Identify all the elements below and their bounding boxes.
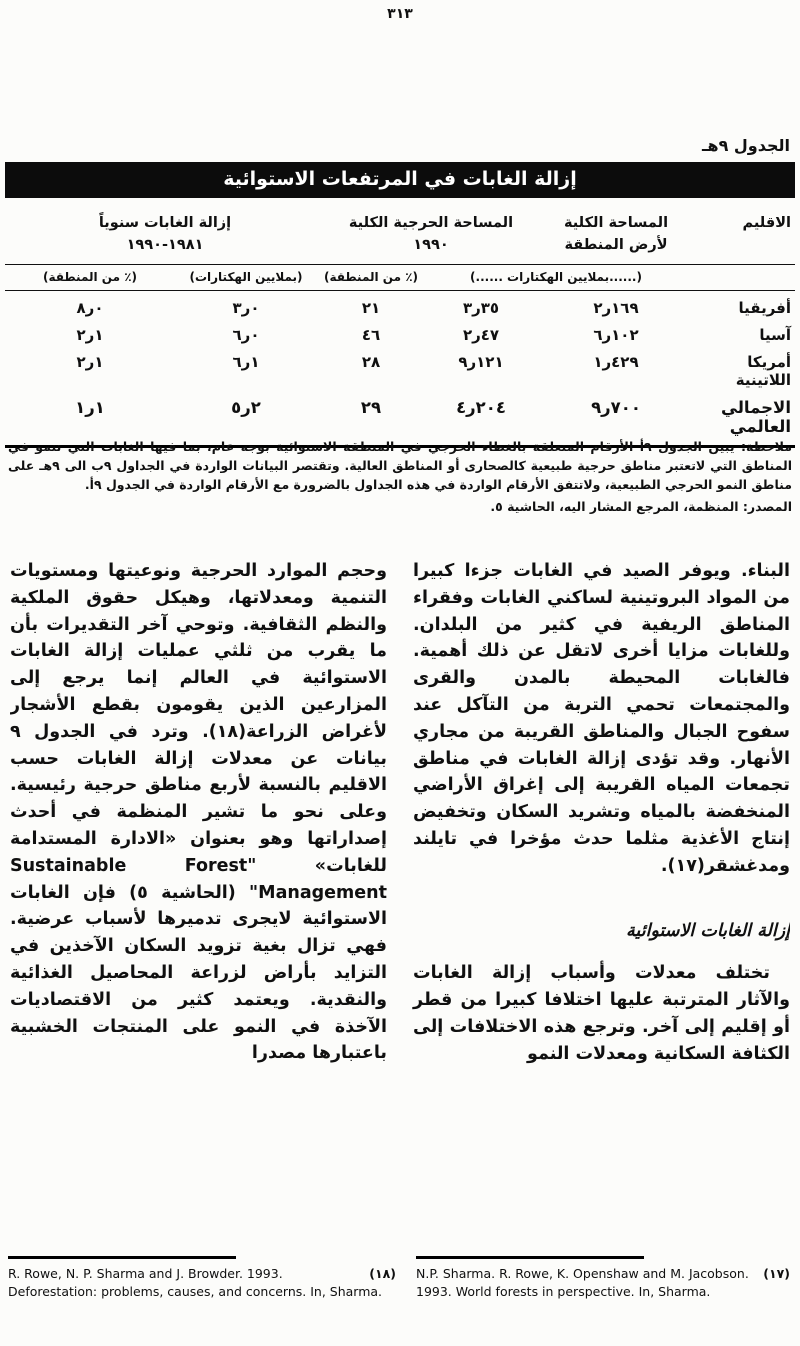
- body-paragraph: البناء. ويوفر الصيد في الغابات جزءا كبيرا من المواد البروتينية لساكني الغابات وفقراء المناطق الريفية في كثير من البلدان. وللغابات مزايا أخرى لاتقل عن ذلك أهمية. فالغابات المحيطة بالمدن والقرى والمجتمعات تحمي التربة من التآكل عند سفوح الجبال والمناطق القريبة من مجاري الأنهار. وقد تؤدى إزالة الغابات في مناطق تجمعات المياه القريبة إلى إغراق الأراضي المنخفضة بالمياه وتشريد السكان وتخفيض إنتاج الأغذية مثلما حدث مؤخرا في تايلند ومدغشقر(١٧).: [413, 561, 790, 876]
- body-text: [10, 558, 790, 1254]
- footnote-marker: (١٨): [369, 1266, 396, 1281]
- table-units-row: [5, 265, 795, 290]
- table-caption: الجدول ٩هـ: [702, 136, 790, 155]
- footnote-marker: (١٧): [763, 1266, 790, 1281]
- footnote-rule: [8, 1256, 236, 1259]
- table-note-text: ملاحظة: يبين الجدول ٩أ الأرقام المتعلقة بالغطاء الحرجي في المنطقة الاستوائية بوجه عام، بما فيها الغابات التي تنمو في المناطق التي لاتعتبر مناطق حرجية طبيعية كالصحارى أو المناطق العالية. وتقتصر البيانات الواردة في الجداول ٩ب الى ٩هـ على مناطق النمو الحرجي الطبيعية، ولاتتفق الأرقام الواردة في هذه الجداول بالضرورة مع الأرقام الواردة في الجدول ٩أ.: [8, 439, 793, 492]
- cell-defor-pct: ١ر٢: [76, 326, 104, 344]
- cell-total-area: ١٠٢ر٦: [593, 326, 639, 344]
- cell-forest-pct: ٢٩: [360, 398, 382, 417]
- cell-forest-mha: ٢٠٤ر٤: [456, 398, 506, 417]
- units-pct-region-2: (٪ من المنطقة): [42, 270, 138, 284]
- cell-defor-pct: ١ر١: [75, 398, 105, 417]
- body-column-right: [413, 558, 790, 1254]
- cell-defor-mha: ٠ر٣: [232, 299, 260, 317]
- col-header-forest-area: المساحة الحرجية الكلية ١٩٩٠: [348, 215, 514, 253]
- table-body: [5, 291, 795, 436]
- col-header-region: الاقليم: [742, 215, 791, 231]
- units-hectares-span: (......بملايين الهكتارات ......): [470, 270, 642, 284]
- cell-defor-mha: ٢ر٥: [231, 398, 261, 417]
- cell-forest-mha: ١٢١ر٩: [458, 353, 504, 371]
- cell-total-area: ٤٢٩ر١: [593, 353, 639, 371]
- footnote-17: [416, 1256, 790, 1300]
- footnote-text: N.P. Sharma. R. Rowe, K. Openshaw and M. Jacobson. 1993. World forests in perspective. In, Sharma.: [416, 1266, 749, 1299]
- cell-forest-pct: ٢١: [361, 299, 381, 317]
- footnote-rule: [416, 1256, 644, 1259]
- cell-region: أمريكا اللاتينية: [735, 353, 791, 389]
- cell-forest-mha: ٣٥ر٣: [462, 299, 500, 317]
- cell-defor-mha: ١ر٦: [232, 353, 260, 371]
- table-row-world-total: [9, 398, 791, 436]
- cell-defor-mha: ٠ر٦: [232, 326, 260, 344]
- col-header-total-area: المساحة الكلية لأرض المنطقة: [563, 215, 669, 253]
- table-row-asia: [9, 326, 791, 344]
- table-source: المصدر: المنظمة، المرجع المشار اليه، الحاشية ٥.: [490, 499, 792, 514]
- table-header-row: [5, 198, 795, 264]
- body-column-left: [10, 558, 387, 1254]
- cell-region: أفريقيا: [738, 299, 791, 317]
- footnote-text: R. Rowe, N. P. Sharma and J. Browder. 1993. Deforestation: problems, causes, and concerns. In, Sharma.: [8, 1266, 383, 1299]
- cell-total-area: ٧٠٠ر٩: [591, 398, 641, 417]
- cell-region: الاجمالي العالمي: [721, 398, 791, 436]
- footnote-18: [8, 1256, 396, 1300]
- cell-defor-pct: ٠ر٨: [76, 299, 104, 317]
- cell-region: آسيا: [759, 326, 791, 344]
- cell-forest-mha: ٤٧ر٢: [462, 326, 500, 344]
- cell-total-area: ١٦٩ر٢: [593, 299, 639, 317]
- col-header-deforestation: إزالة الغابات سنوياً ١٩٨١-١٩٩٠: [98, 215, 232, 253]
- page-number: ٣١٣: [387, 6, 413, 22]
- body-paragraph: وحجم الموارد الحرجية ونوعيتها ومستويات التنمية ومعدلاتها، وهيكل حقوق الملكية والنظم الثقافية. وتوحي آخر التقديرات بأن ما يقرب من ثلثي عمليات إزالة الغابات الاستوائية في العالم إنما يرجع إلى المزارعين الذين يقومون بقطع الأشجار لأغراض الزراعة(١٨). وترد في الجدول ٩ بيانات عن معدلات إزالة الغابات حسب الاقليم بالنسبة لأربع مناطق حرجية رئيسية. وعلى نحو ما تشير المنظمة في أحدث إصداراتها وهو بعنوان «الادارة المستدامة للغابات» "Sustainable Forest Management" (الحاشية ٥) فإن الغابات الاستوائية لايجرى تدميرها لأسباب عرضية. فهي تزال بغية تزويد السكان الآخذين في التزايد بأراض لزراعة المحاصيل الغذائية والنقدية. ويعتمد كثير من الاقتصاديات الآخذة في النمو على المنتجات الخشبية باعتبارها مصدرا: [10, 561, 387, 1064]
- cell-forest-pct: ٢٨: [361, 353, 381, 371]
- table-title-bar: إزالة الغابات في المرتفعات الاستوائية: [5, 162, 795, 198]
- deforestation-table: [5, 162, 795, 448]
- section-heading-tropical-deforestation: إزالة الغابات الاستوائية: [626, 920, 790, 941]
- units-pct-region-1: (٪ من المنطقة): [323, 270, 419, 284]
- cell-forest-pct: ٤٦: [361, 326, 381, 344]
- table-row-latin-america: [9, 353, 791, 389]
- units-hectares-2: (بملايين الهكتارات): [189, 270, 303, 284]
- table-note: [8, 437, 792, 516]
- body-paragraph: تختلف معدلات وأسباب إزالة الغابات والآثار المترتبة عليها اختلافا كبيرا من قطر أو إقليم إلى آخر. وترجع هذه الاختلافات إلى الكثافة السكانية ومعدلات النمو: [413, 963, 790, 1064]
- cell-defor-pct: ١ر٢: [76, 353, 104, 371]
- table-row-africa: [9, 299, 791, 317]
